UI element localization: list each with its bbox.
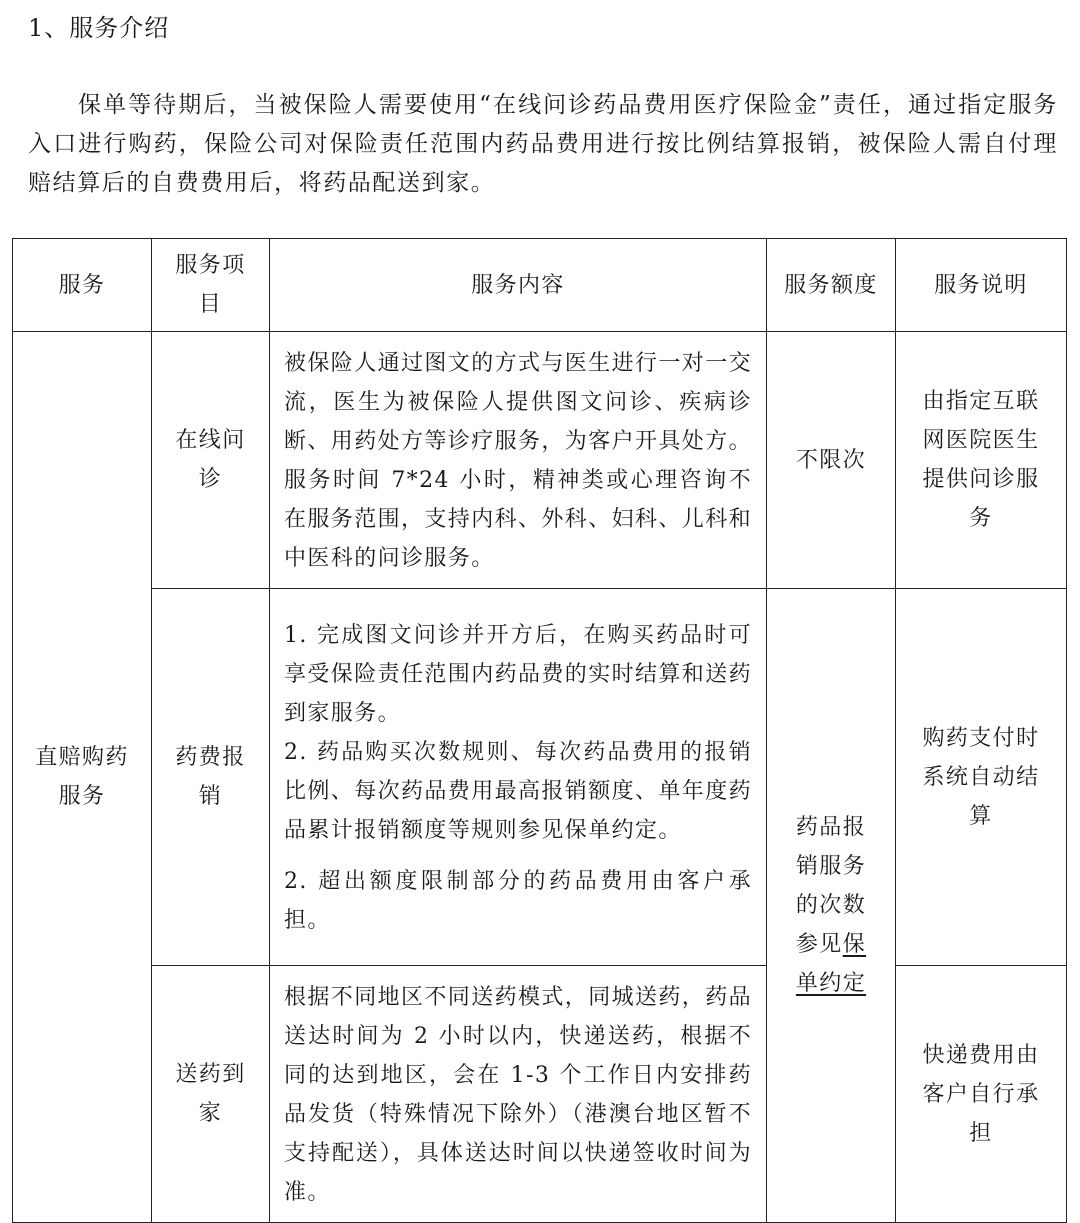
quota-cell: 不限次: [767, 332, 896, 589]
note-cell: 由指定互联网医院医生提供问诊服务: [896, 332, 1067, 589]
intro-paragraph: 保单等待期后，当被保险人需要使用“在线问诊药品费用医疗保险金”责任，通过指定服务入口进行购药，保险公司对保险责任范围内药品费用进行按比例结算报销，被保险人需自付理赔结算后的自费费用后，将药品配送到家。: [28, 92, 1058, 196]
item-cell: 送药到家: [152, 966, 270, 1223]
service-name-cell: 直赔购药服务: [13, 332, 152, 1223]
content-item-2: 2. 药品购买次数规则、每次药品费用的报销比例、每次药品费用最高报销额度、单年度药品累计报销额度等规则参见保单约定。: [284, 740, 753, 843]
table-row: [13, 332, 1067, 589]
content-cell: [270, 589, 767, 966]
note-cell: 快递费用由客户自行承担: [896, 966, 1067, 1223]
content-item-1: 1. 完成图文问诊并开方后，在购买药品时可享受保险责任范围内药品费的实时结算和送药到家服务。: [284, 623, 753, 726]
header-item: 服务项目: [152, 239, 270, 332]
table-header-row: [13, 239, 1067, 332]
content-item-3: 2. 超出额度限制部分的药品费用由客户承担。: [284, 869, 752, 933]
table-row: [13, 589, 1067, 966]
content-cell: 被保险人通过图文的方式与医生进行一对一交流，医生为被保险人提供图文问诊、疾病诊断、用药处方等诊疗服务，为客户开具处方。服务时间 7*24 小时，精神类或心理咨询不在服务范围，支持内科、外科、妇科、儿科和中医科的问诊服务。: [270, 332, 767, 589]
header-service: 服务: [13, 239, 152, 332]
note-cell: 购药支付时系统自动结算: [896, 589, 1067, 966]
quota-underlined-text: 保单约定: [795, 932, 867, 996]
header-note: 服务说明: [896, 239, 1067, 332]
content-cell: 根据不同地区不同送药模式，同城送药，药品送达时间为 2 小时以内，快递送药，根据不同的达到地区，会在 1-3 个工作日内安排药品发货（特殊情况下除外）（港澳台地区暂不支持配送），具体送达时间以快递签收时间为准。: [270, 966, 767, 1223]
item-cell: 在线问诊: [152, 332, 270, 589]
quota-text: 药品报销服务的次数参见: [795, 815, 867, 957]
quota-cell-merged: [767, 589, 896, 1223]
section-heading: 1、服务介绍: [28, 14, 170, 42]
item-cell: 药费报销: [152, 589, 270, 966]
table-row: [13, 966, 1067, 1223]
service-table: [12, 238, 1067, 1223]
header-content: 服务内容: [270, 239, 767, 332]
header-quota: 服务额度: [767, 239, 896, 332]
